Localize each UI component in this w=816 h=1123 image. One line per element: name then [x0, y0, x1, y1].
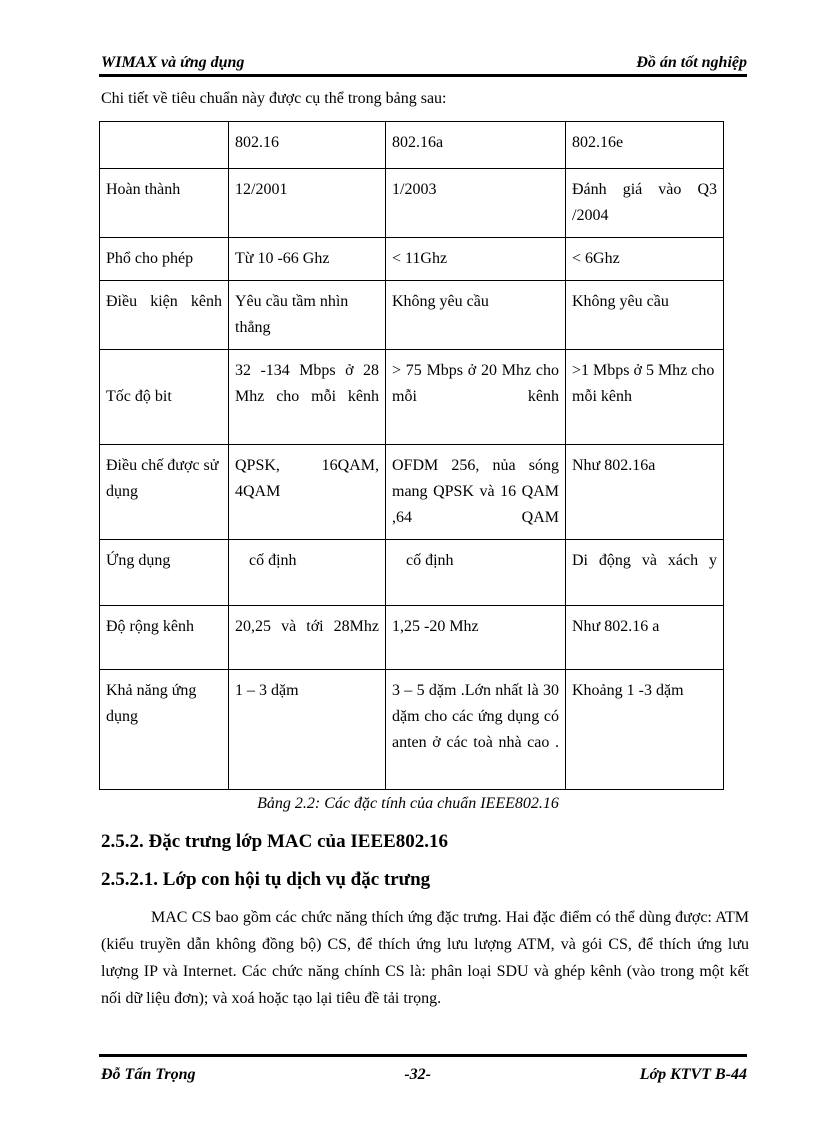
table-header-cell: 802.16	[229, 122, 386, 169]
intro-text: Chi tiết về tiêu chuẩn này được cụ thể trong bảng sau:	[101, 90, 447, 107]
table-cell: 3 – 5 dặm .Lớn nhất là 30 dặm cho các ứng dụng có anten ở các toà nhà cao .	[386, 670, 566, 790]
table-cell: < 11Ghz	[386, 238, 566, 281]
table-cell: 1,25 -20 Mhz	[386, 606, 566, 670]
page-footer	[101, 1066, 747, 1084]
table-cell: > 75 Mbps ở 20 Mhz cho mỗi kênh	[386, 350, 566, 445]
table-cell: Như 802.16a	[566, 445, 724, 540]
table-cell: Độ rộng kênh	[100, 606, 229, 670]
section-heading: 2.5.2. Đặc trưng lớp MAC của IEEE802.16	[101, 831, 449, 852]
table-cell: 1/2003	[386, 169, 566, 238]
table-cell: 1 – 3 dặm	[229, 670, 386, 790]
table-cell: Từ 10 -66 Ghz	[229, 238, 386, 281]
footer-rule	[99, 1054, 747, 1057]
table-cell: Điều kiện kênh	[100, 281, 229, 350]
table-row	[100, 540, 724, 606]
table-cell: 12/2001	[229, 169, 386, 238]
table-row	[100, 445, 724, 540]
table-cell: 20,25 và tới 28Mhz	[229, 606, 386, 670]
table-header-row	[100, 122, 724, 169]
table-cell: Không yêu cầu	[566, 281, 724, 350]
table-row	[100, 281, 724, 350]
table-cell: cố định	[386, 540, 566, 606]
table-cell: Không yêu cầu	[386, 281, 566, 350]
table-cell: >1 Mbps ở 5 Mhz cho mỗi kênh	[566, 350, 724, 445]
table-cell: Khả năng ứng dụng	[100, 670, 229, 790]
header-right: Đồ án tốt nghiệp	[636, 54, 747, 71]
table-cell: Yêu cầu tầm nhìn thẳng	[229, 281, 386, 350]
header-rule	[99, 74, 747, 77]
table-cell: Ứng dụng	[100, 540, 229, 606]
table-caption: Bảng 2.2: Các đặc tính của chuẩn IEEE802.16	[257, 795, 559, 812]
body-paragraph: MAC CS bao gồm các chức năng thích ứng đặc trưng. Hai đặc điểm có thể dùng được: ATM (kiểu truyền dẫn không đồng bộ) CS, để thích ứng lưu lượng ATM, và gói CS, để thích ứng lưu lượng IP và Internet. Các chức năng chính CS là: phân loại SDU và ghép kênh (vào trong một kết nối dữ liệu đơn); và xoá hoặc tạo lại tiêu đề tải trọng.	[101, 909, 749, 1007]
table-row	[100, 606, 724, 670]
table-cell	[100, 122, 229, 169]
table-cell: < 6Ghz	[566, 238, 724, 281]
page-header	[101, 50, 747, 72]
header-left: WIMAX và ứng dụng	[101, 54, 245, 71]
footer-author: Đỗ Tấn Trọng	[101, 1066, 196, 1083]
table-cell: 32 -134 Mbps ở 28 Mhz cho mỗi kênh	[229, 350, 386, 445]
table-header-cell: 802.16e	[566, 122, 724, 169]
subsection-heading: 2.5.2.1. Lớp con hội tụ dịch vụ đặc trưng	[101, 869, 431, 890]
table-row	[100, 350, 724, 445]
table-cell: Tốc độ bit	[100, 350, 229, 445]
table-cell: Di động và xách y	[566, 540, 724, 606]
table-row	[100, 670, 724, 790]
table-cell: Điều chế được sử dụng	[100, 445, 229, 540]
table-cell: OFDM 256, nủa sóng mang QPSK và 16 QAM ,64 QAM	[386, 445, 566, 540]
table-row	[100, 169, 724, 238]
table-cell: Phổ cho phép	[100, 238, 229, 281]
table-cell: QPSK, 16QAM, 4QAM	[229, 445, 386, 540]
table-cell: Khoảng 1 -3 dặm	[566, 670, 724, 790]
table-cell: cố định	[229, 540, 386, 606]
table-cell: Hoàn thành	[100, 169, 229, 238]
page-number: -32-	[404, 1066, 431, 1083]
footer-class: Lớp KTVT B-44	[639, 1066, 747, 1083]
ieee-802-16-table	[99, 121, 724, 790]
table-header-cell: 802.16a	[386, 122, 566, 169]
table-cell: Đánh giá vào Q3 /2004	[566, 169, 724, 238]
table-cell: Như 802.16 a	[566, 606, 724, 670]
table-row	[100, 238, 724, 281]
